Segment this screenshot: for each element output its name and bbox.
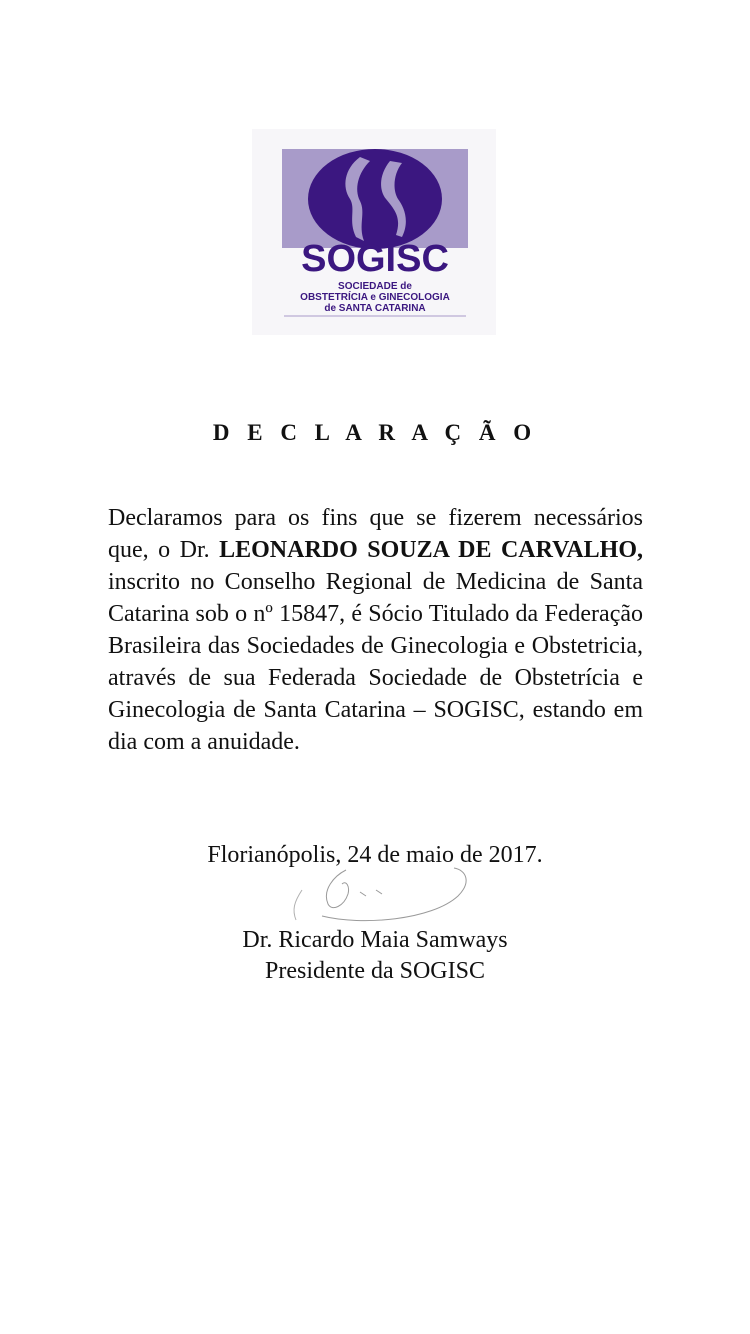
logo-emblem bbox=[308, 149, 442, 249]
logo-line-1: SOCIEDADE de bbox=[338, 281, 412, 292]
place-and-date: Florianópolis, 24 de maio de 2017. bbox=[207, 842, 543, 868]
signer-name: Dr. Ricardo Maia Samways bbox=[242, 927, 508, 953]
doctor-name: LEONARDO SOUZA DE CARVALHO, bbox=[219, 537, 644, 563]
sogisc-logo bbox=[252, 129, 496, 335]
document-title: D E C L A R A Ç Ã O bbox=[212, 420, 538, 445]
paragraph-intro: Declaramos para os fins que se fizerem necessários que, o Dr. bbox=[108, 505, 643, 563]
declaration-paragraph bbox=[108, 502, 643, 758]
logo-line-2: OBSTETRÍCIA e GINECOLOGIA bbox=[300, 292, 450, 303]
signer-block bbox=[0, 925, 750, 987]
paragraph-rest: inscrito no Conselho Regional de Medicina de Santa Catarina sob o nº 15847, é Sócio Titulado da Federação Brasileira das Sociedades de Ginecologia e Obstetricia, através de sua Federada Sociedade de Obstetrícia e Ginecologia de Santa Catarina – SOGISC, estando em dia com a anuidade. bbox=[108, 569, 643, 755]
signer-title: Presidente da SOGISC bbox=[265, 958, 485, 984]
signature-icon bbox=[282, 850, 482, 930]
logo-line-3: de SANTA CATARINA bbox=[324, 303, 426, 314]
logo-wordmark: SOGISC bbox=[301, 238, 449, 280]
sogisc-logo-icon bbox=[252, 129, 496, 335]
